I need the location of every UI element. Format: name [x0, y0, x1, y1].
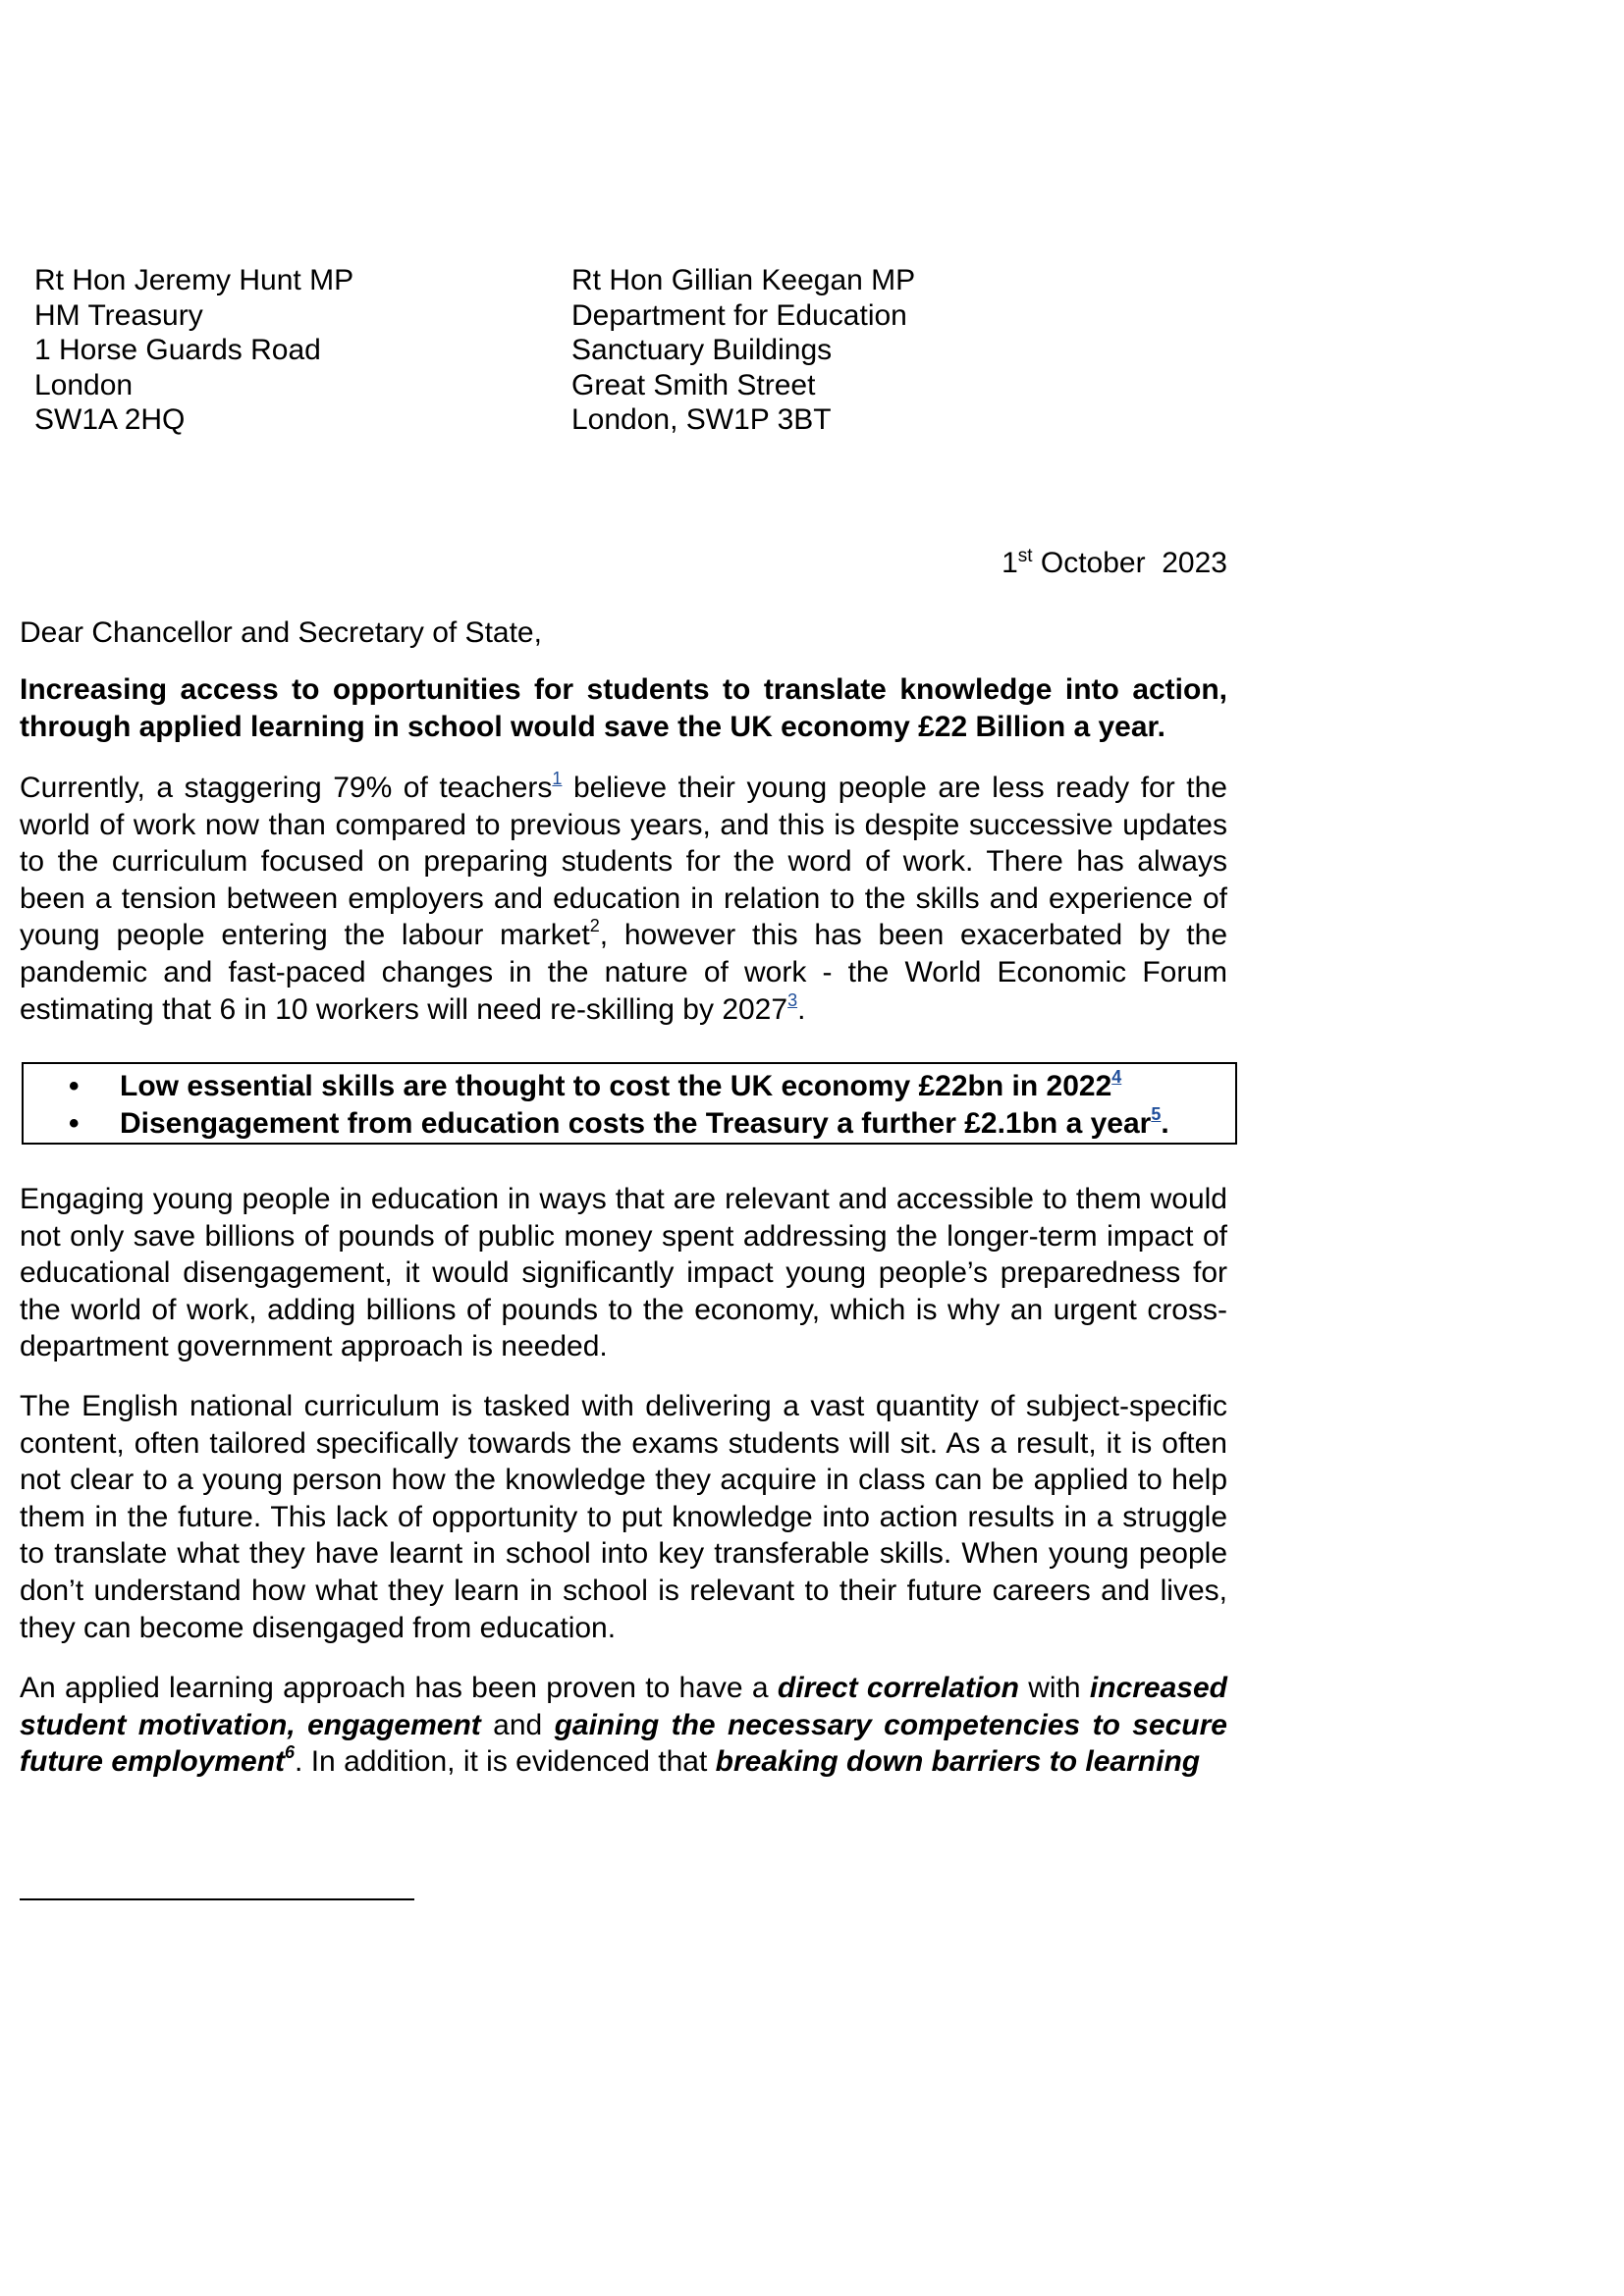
paragraph-intro — [20, 770, 1227, 1028]
letter-date — [1001, 546, 1227, 581]
address-line: Great Smith Street — [571, 368, 816, 401]
callout-text-end: . — [1161, 1107, 1169, 1140]
salutation: Dear Chancellor and Secretary of State, — [20, 616, 542, 649]
bullet-icon: • — [69, 1107, 80, 1140]
paragraph-text: . In addition, it is evidenced that — [295, 1745, 716, 1779]
paragraph-text: with — [1018, 1672, 1090, 1704]
callout-item — [24, 1068, 1235, 1105]
paragraph-text: , however this has been exacerbated by the pandemic and fast-paced changes in the nature of work - the World Economic Forum estimating that 6 in 10 workers will need re-skilling by 2027 — [20, 919, 1227, 1026]
emphasis-text: direct correlation — [777, 1672, 1019, 1704]
recipient-address-education — [571, 263, 915, 438]
address-line: 1 Horse Guards Road — [34, 334, 321, 366]
emphasis-text: gaining the necessary competencies to secure future employment — [20, 1708, 1227, 1779]
paragraph-text: An applied learning approach has been proven to have a — [20, 1672, 778, 1704]
address-line: Department for Education — [571, 298, 907, 332]
address-line: HM Treasury — [34, 298, 203, 332]
address-line: SW1A 2HQ — [34, 403, 186, 436]
date-suffix: st — [1017, 546, 1033, 566]
footnote-ref-3[interactable]: 3 — [787, 989, 798, 1010]
emphasis-text: breaking down barriers to learning — [715, 1745, 1201, 1779]
bullet-icon: • — [69, 1070, 80, 1102]
key-figures-box — [22, 1062, 1237, 1145]
callout-text: Low essential skills are thought to cost the UK economy £22bn in 2022 — [120, 1070, 1112, 1102]
recipient-address-treasury — [34, 263, 353, 438]
footnote-separator — [20, 1898, 414, 1900]
paragraph-engagement: Engaging young people in education in ways that are relevant and accessible to them would not only save billions of pounds of public money spent addressing the longer-term impact of educational disengagement, it would significantly impact young people’s preparedness for the world of work, adding billions of pounds to the economy, which is why an urgent cross-department government approach is needed. — [20, 1183, 1227, 1363]
footnote-ref-1[interactable]: 1 — [552, 769, 563, 788]
date-day: 1 — [1001, 547, 1018, 579]
paragraph-text: Currently, a staggering 79% of teachers — [20, 772, 553, 804]
footnote-ref-2: 2 — [589, 916, 600, 936]
address-line: Sanctuary Buildings — [571, 334, 833, 366]
address-line: London, SW1P 3BT — [571, 403, 832, 436]
paragraph-text: and — [480, 1708, 555, 1741]
address-line: Rt Hon Gillian Keegan MP — [571, 264, 916, 296]
callout-item — [24, 1105, 1235, 1143]
paragraph-applied-learning — [20, 1670, 1227, 1781]
footnote-ref-6: 6 — [285, 1742, 296, 1763]
callout-text: Disengagement from education costs the Treasury a further £2.1bn a year — [120, 1107, 1152, 1140]
date-rest: October 2023 — [1032, 547, 1227, 579]
address-line: Rt Hon Jeremy Hunt MP — [34, 264, 354, 296]
footnote-ref-4[interactable]: 4 — [1111, 1067, 1122, 1087]
paragraph-text: . — [797, 992, 806, 1026]
emphasis-text: increased student motivation, engagement — [20, 1672, 1227, 1741]
subject-heading: Increasing access to opportunities for students to translate knowledge into action, through applied learning in school would save the UK economy £22 Billion a year. — [20, 673, 1227, 743]
footnote-ref-5[interactable]: 5 — [1151, 1104, 1162, 1124]
paragraph-text: believe their young people are less ready for the world of work now than compared to previous years, and this is despite successive updates to the curriculum focused on preparing students for the word of work. There has always been a tension between employers and education in relation to the skills and experience of young people entering the labour market — [20, 772, 1227, 952]
paragraph-curriculum: The English national curriculum is tasked with delivering a vast quantity of subject-specific content, often tailored specifically towards the exams students will sit. As a result, it is often not clear to a young person how the knowledge they acquire in class can be applied to help them in the future. This lack of opportunity to put knowledge into action results in a struggle to translate what they have learnt in school into key transferable skills. When young people don’t understand how what they learn in school is relevant to their future careers and lives, they can become disengaged from education. — [20, 1390, 1227, 1644]
address-line: London — [34, 368, 134, 401]
